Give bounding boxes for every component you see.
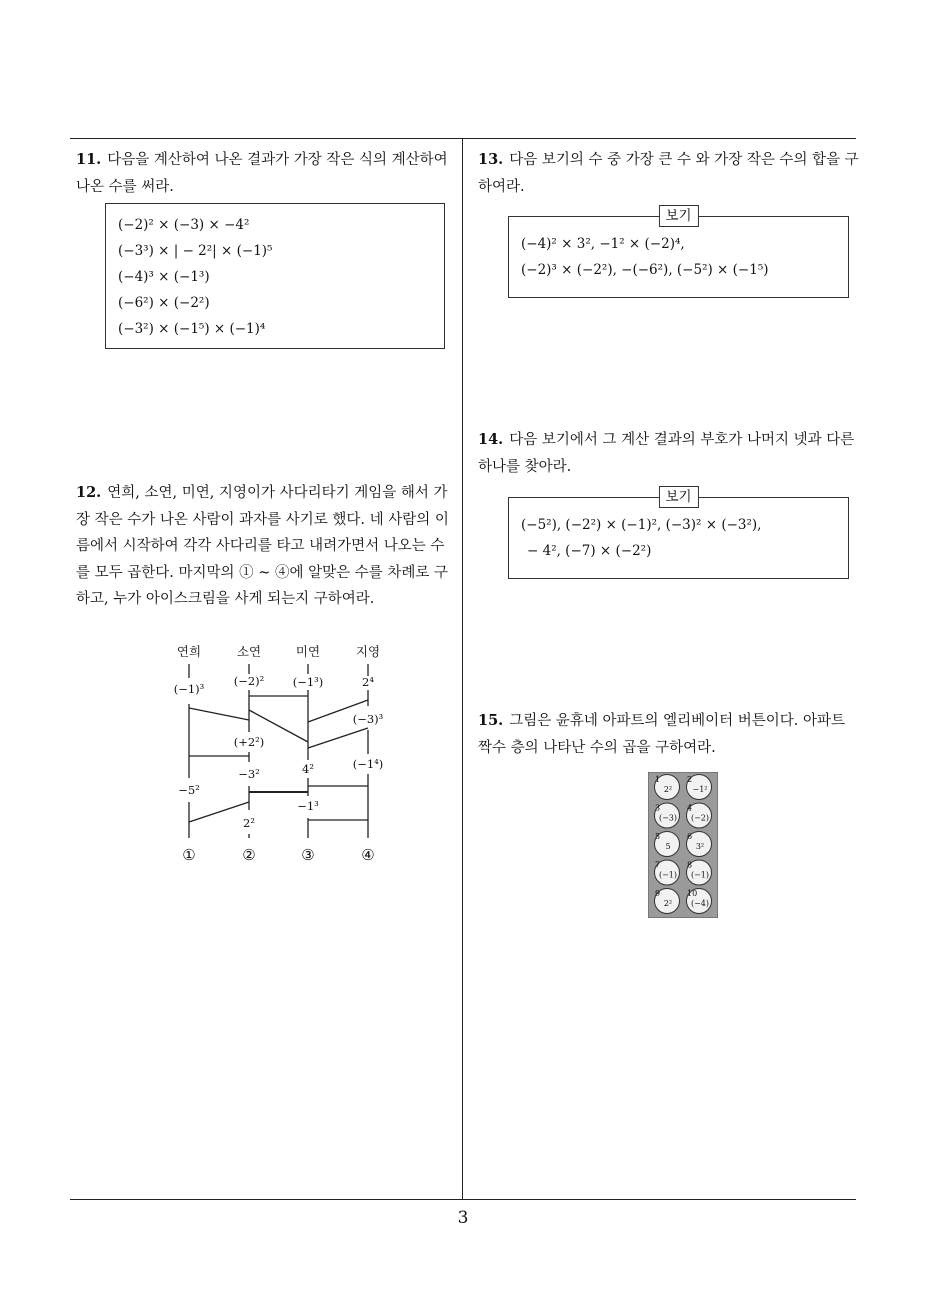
elevator-button-5 — [655, 832, 680, 857]
button-floor: 2 — [687, 775, 693, 784]
button-floor: 1 — [655, 775, 661, 784]
ladder-name-soyeon: 소연 — [236, 644, 262, 659]
button-value: (−3) — [658, 813, 678, 823]
question-12 — [76, 480, 458, 613]
ladder-value: (−1⁴) — [352, 757, 384, 771]
button-floor: 9 — [655, 889, 661, 898]
button-value: 2² — [663, 785, 673, 794]
expression: (−4)² × 3², −1² × (−2)⁴, — [521, 236, 685, 252]
question-11 — [76, 146, 458, 201]
question-number: 13. — [478, 151, 504, 168]
button-value: (−1) — [690, 870, 710, 880]
bottom-rule — [70, 1199, 856, 1200]
ladder-result-2: ② — [242, 846, 256, 864]
button-floor: 5 — [655, 832, 661, 841]
button-floor: 3 — [655, 803, 661, 813]
button-value: (−1) — [658, 870, 678, 880]
question-number: 12. — [76, 484, 102, 501]
ladder-name-yeonhui: 연희 — [176, 644, 202, 659]
button-value: (−4) — [690, 899, 710, 908]
expression: (−2)³ × (−2²), −(−6²), (−5²) × (−1⁵) — [521, 262, 769, 278]
elevator-button-4 — [687, 803, 712, 828]
expression: (−6²) × (−2²) — [118, 295, 210, 311]
ladder-value: 4² — [302, 762, 314, 776]
elevator-panel — [648, 772, 718, 918]
question-13 — [478, 146, 860, 201]
button-floor: 7 — [655, 860, 661, 870]
ladder-value: −5² — [178, 783, 200, 797]
button-floor: 6 — [687, 832, 693, 841]
elevator-button-7 — [655, 860, 680, 885]
ladder-name-jiyeong: 지영 — [355, 644, 381, 659]
button-floor: 4 — [687, 803, 693, 813]
question-text: 다음 보기의 수 중 가장 큰 수 와 가장 작은 수의 합을 구하여라. — [478, 152, 859, 195]
elevator-button-1 — [655, 775, 680, 800]
question-text: 다음을 계산하여 나온 결과가 가장 작은 식의 계산하여 나온 수를 써라. — [76, 152, 448, 195]
ladder-value: (−3)³ — [352, 712, 384, 726]
box-title: 보기 — [658, 486, 698, 508]
ladder-value: −3² — [238, 767, 260, 781]
button-value: (−2) — [690, 813, 710, 823]
ladder-result-1: ① — [182, 846, 196, 864]
column-divider — [462, 138, 463, 1200]
button-value: 3² — [695, 842, 705, 851]
ladder-result-3: ③ — [301, 846, 315, 864]
box-title: 보기 — [658, 205, 698, 227]
expression: (−3²) × (−1⁵) × (−1)⁴ — [118, 321, 266, 337]
page-number: 3 — [457, 1208, 469, 1228]
ladder-value: (+2²) — [233, 735, 265, 749]
ladder-rung — [308, 728, 368, 748]
ladder-result-4: ④ — [361, 846, 375, 864]
button-floor: 8 — [687, 860, 693, 870]
expression: (−3³) × | − 2²| × (−1)⁵ — [118, 243, 273, 259]
elevator-button-10 — [687, 889, 712, 914]
elevator-button-8 — [687, 860, 712, 885]
ladder-rung — [189, 802, 249, 822]
ladder-diagram — [160, 638, 400, 868]
question-15 — [478, 707, 860, 762]
elevator-button-9 — [655, 889, 680, 914]
ladder-name-miyeon: 미연 — [295, 644, 321, 659]
button-value: 2² — [663, 899, 673, 908]
question-number: 11. — [76, 151, 102, 168]
elevator-button-2 — [687, 775, 712, 800]
expression: (−4)³ × (−1³) — [118, 269, 210, 285]
question-14 — [478, 426, 860, 481]
expression-box-11 — [105, 203, 445, 349]
ladder-value: 2² — [243, 816, 255, 830]
ladder-value: (−1)³ — [173, 682, 205, 696]
ladder-rung — [189, 708, 249, 720]
ladder-value: −1³ — [297, 799, 319, 813]
ladder-value: (−2)² — [233, 674, 265, 688]
ladder-value: 2⁴ — [362, 675, 374, 689]
button-value: −1² — [692, 785, 708, 794]
expression: − 4², (−7) × (−2²) — [527, 543, 652, 559]
button-value: 5 — [665, 842, 671, 851]
question-text: 다음 보기에서 그 계산 결과의 부호가 나머지 넷과 다른 하나를 찾아라. — [478, 432, 855, 475]
button-floor: 10 — [687, 889, 698, 898]
question-text: 그림은 윤휴네 아파트의 엘리베이터 버튼이다. 아파트 짝수 층의 나타난 수의 곱을 구하여라. — [478, 713, 846, 756]
question-number: 14. — [478, 431, 504, 448]
question-text: 연희, 소연, 미연, 지영이가 사다리타기 게임을 해서 가장 작은 수가 나온 사람이 과자를 사기로 했다. 네 사람의 이름에서 시작하여 각각 사다리를 타고 내려가면서 나오는 수를 모두 곱한다. 마지막의 ① ~ ④에 알맞은 수를 차례로 구하고, 누가 아이스크림을 사게 되는지 구하여라. — [76, 485, 449, 607]
example-box-13 — [508, 208, 849, 298]
elevator-button-3 — [655, 803, 680, 828]
question-number: 15. — [478, 712, 504, 729]
top-rule — [70, 138, 856, 139]
example-box-14 — [508, 489, 849, 579]
expression: (−2)² × (−3) × −4² — [118, 217, 250, 233]
expression: (−5²), (−2²) × (−1)², (−3)² × (−3²), — [521, 517, 762, 533]
ladder-value: (−1³) — [292, 675, 324, 689]
elevator-button-6 — [687, 832, 712, 857]
